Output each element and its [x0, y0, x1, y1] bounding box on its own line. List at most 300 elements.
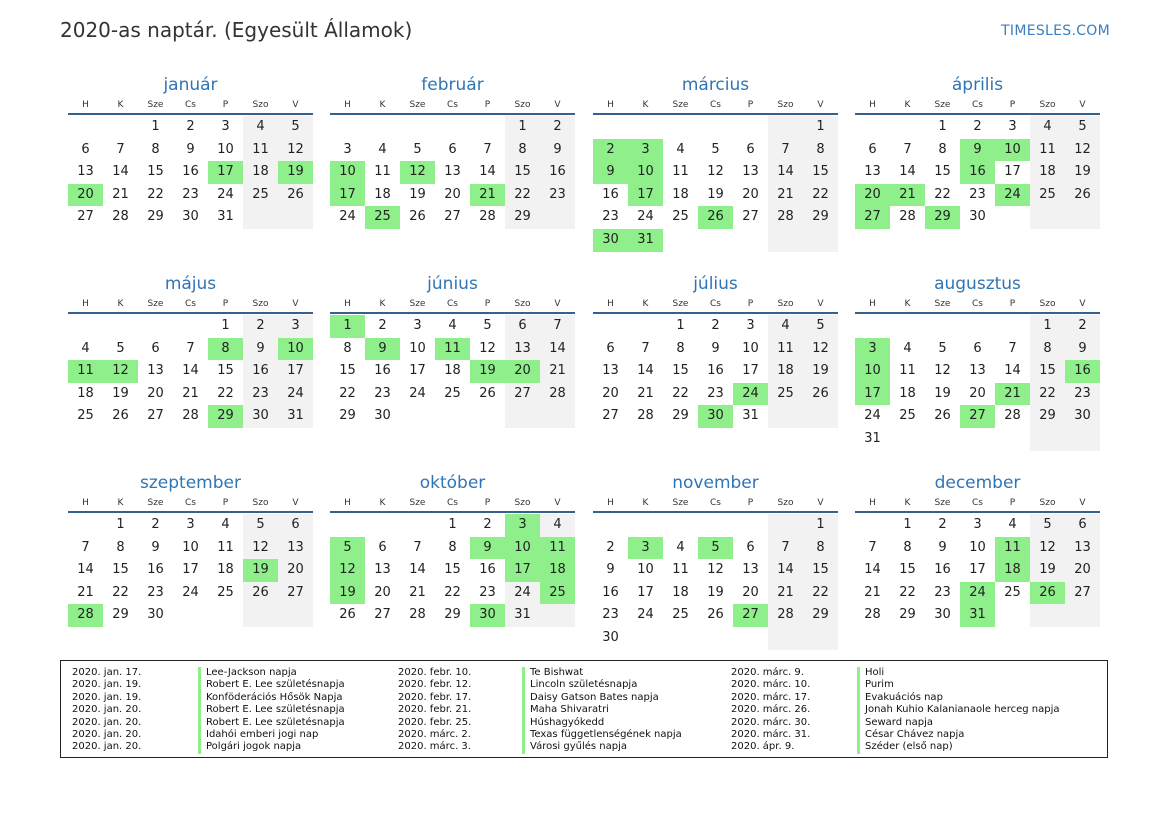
- weekday-label: Cs: [447, 299, 458, 309]
- day-cell: 24: [182, 584, 199, 600]
- empty-cell: [68, 315, 103, 338]
- weekday-label: K: [379, 100, 386, 110]
- empty-cell: [733, 627, 768, 650]
- day-cell: 3: [278, 315, 313, 338]
- day-cell: 6: [378, 539, 387, 555]
- day-cell: 11: [899, 363, 916, 379]
- day-cell: 27: [278, 582, 313, 605]
- day-cell: 4: [768, 315, 803, 338]
- holiday-day-cell: 10: [855, 360, 890, 383]
- day-cell: 10: [969, 539, 986, 555]
- day-cell: 19: [707, 584, 724, 600]
- holiday-day-cell: 30: [698, 405, 733, 428]
- day-cell: 12: [243, 537, 278, 560]
- weekday-label: Cs: [185, 100, 196, 110]
- day-cell: 17: [637, 584, 654, 600]
- weekday-label: K: [117, 100, 124, 110]
- day-cell: 1: [676, 318, 685, 333]
- day-cell: 5: [1030, 514, 1065, 537]
- day-cell: 26: [278, 184, 313, 207]
- holiday-day-cell: 24: [995, 184, 1030, 207]
- day-cell: 28: [768, 206, 803, 229]
- day-cell: 6: [746, 539, 755, 555]
- day-cell: 16: [934, 562, 951, 578]
- weekday-label: Cs: [972, 498, 983, 508]
- empty-cell: [698, 514, 733, 537]
- empty-cell: [593, 514, 628, 537]
- empty-cell: [768, 229, 803, 252]
- holiday-day-cell: 3: [855, 338, 890, 361]
- day-cell: 5: [803, 315, 838, 338]
- holiday-day-cell: 9: [960, 139, 995, 162]
- weekday-label: V: [292, 100, 299, 110]
- day-cell: 25: [672, 209, 689, 225]
- day-cell: 24: [864, 408, 881, 424]
- weekday-label: Szo: [252, 100, 269, 110]
- day-grid: [593, 116, 838, 252]
- day-cell: 23: [147, 584, 164, 600]
- empty-cell: [663, 627, 698, 650]
- day-cell: 18: [1030, 161, 1065, 184]
- day-cell: 24: [409, 385, 426, 401]
- weekday-label: V: [1079, 299, 1086, 309]
- day-cell: 14: [1004, 363, 1021, 379]
- day-grid: [68, 514, 313, 627]
- day-cell: 2: [151, 517, 160, 532]
- weekday-label: Cs: [710, 498, 721, 508]
- page-title: 2020-as naptár. (Egyesült Államok): [60, 18, 413, 42]
- day-cell: 18: [899, 385, 916, 401]
- empty-cell: [890, 315, 925, 338]
- day-cell: 10: [637, 562, 654, 578]
- day-cell: 1: [221, 318, 230, 333]
- day-grid: [330, 315, 575, 428]
- holiday-day-cell: 5: [698, 537, 733, 560]
- holiday-date: 2020. jan. 20.: [72, 741, 142, 753]
- holiday-date: 2020. jan. 20.: [72, 728, 142, 740]
- day-cell: 25: [899, 408, 916, 424]
- weekday-label: Sze: [409, 100, 426, 110]
- empty-cell: [960, 315, 995, 338]
- day-cell: 17: [969, 562, 986, 578]
- empty-cell: [173, 604, 208, 627]
- holiday-name: Lincoln születésnapja: [522, 679, 682, 691]
- day-cell: 6: [505, 315, 540, 338]
- day-cell: 26: [339, 607, 356, 623]
- day-cell: 29: [1030, 405, 1065, 428]
- empty-cell: [540, 604, 575, 627]
- day-cell: 7: [903, 141, 912, 157]
- weekday-label: K: [904, 299, 911, 309]
- month-name: június: [427, 274, 478, 294]
- day-cell: 20: [1065, 559, 1100, 582]
- day-cell: 30: [969, 209, 986, 225]
- day-cell: 6: [151, 340, 160, 356]
- day-cell: 20: [278, 559, 313, 582]
- day-cell: 11: [768, 338, 803, 361]
- day-cell: 6: [81, 141, 90, 157]
- day-cell: 3: [1008, 119, 1017, 134]
- holiday-day-cell: 30: [593, 229, 628, 252]
- weekday-label: Szo: [252, 299, 269, 309]
- day-cell: 4: [1008, 517, 1017, 532]
- day-cell: 6: [973, 340, 982, 356]
- day-cell: 8: [1030, 338, 1065, 361]
- day-cell: 21: [768, 184, 803, 207]
- day-cell: 9: [1065, 338, 1100, 361]
- day-cell: 12: [707, 562, 724, 578]
- day-cell: 29: [899, 607, 916, 623]
- day-cell: 9: [151, 539, 160, 555]
- holiday-date: 2020. márc. 17.: [731, 691, 811, 703]
- day-cell: 2: [973, 119, 982, 134]
- day-cell: 4: [540, 514, 575, 537]
- day-cell: 28: [864, 607, 881, 623]
- weekday-label: P: [1009, 100, 1016, 110]
- day-cell: 24: [339, 209, 356, 225]
- day-cell: 13: [742, 562, 759, 578]
- holiday-day-cell: 19: [330, 582, 365, 605]
- month-name: március: [681, 75, 750, 95]
- weekday-label: V: [1079, 100, 1086, 110]
- day-cell: 15: [217, 363, 234, 379]
- day-cell: 7: [540, 315, 575, 338]
- day-cell: 4: [448, 318, 457, 333]
- holiday-name: Purim: [857, 679, 1060, 691]
- day-cell: 18: [768, 360, 803, 383]
- day-cell: 28: [637, 408, 654, 424]
- weekday-label: V: [554, 100, 561, 110]
- month-name: május: [164, 274, 217, 294]
- month-name: július: [693, 274, 738, 294]
- day-cell: 5: [711, 141, 720, 157]
- weekday-label: V: [817, 498, 824, 508]
- day-cell: 22: [1030, 383, 1065, 406]
- day-cell: 24: [278, 383, 313, 406]
- day-cell: 13: [742, 164, 759, 180]
- day-cell: 11: [243, 139, 278, 162]
- day-cell: 31: [742, 408, 759, 424]
- day-cell: 13: [147, 363, 164, 379]
- day-cell: 28: [540, 383, 575, 406]
- empty-cell: [663, 514, 698, 537]
- weekday-header: [855, 495, 1100, 513]
- empty-cell: [243, 206, 278, 229]
- day-cell: 4: [221, 517, 230, 532]
- holiday-date: 2020. márc. 2.: [398, 728, 471, 740]
- day-cell: 21: [864, 584, 881, 600]
- weekday-label: P: [222, 100, 229, 110]
- empty-cell: [628, 514, 663, 537]
- empty-cell: [628, 627, 663, 650]
- day-cell: 7: [768, 537, 803, 560]
- weekday-label: Cs: [185, 498, 196, 508]
- holiday-dates-column: [72, 667, 141, 754]
- day-cell: 13: [602, 363, 619, 379]
- day-cell: 15: [803, 559, 838, 582]
- day-cell: 5: [243, 514, 278, 537]
- day-cell: 28: [112, 209, 129, 225]
- holiday-day-cell: 27: [960, 405, 995, 428]
- weekday-label: H: [344, 299, 351, 309]
- day-cell: 6: [448, 141, 457, 157]
- day-cell: 8: [676, 340, 685, 356]
- empty-cell: [278, 604, 313, 627]
- day-cell: 18: [243, 161, 278, 184]
- day-cell: 26: [934, 408, 951, 424]
- day-cell: 23: [540, 184, 575, 207]
- weekday-label: Cs: [447, 498, 458, 508]
- holiday-day-cell: 17: [505, 559, 540, 582]
- day-cell: 11: [1030, 139, 1065, 162]
- weekday-label: P: [747, 100, 754, 110]
- weekday-header: [593, 97, 838, 115]
- weekday-header: [855, 296, 1100, 314]
- holiday-day-cell: 8: [208, 338, 243, 361]
- day-cell: 13: [374, 562, 391, 578]
- holiday-date: 2020. jan. 20.: [72, 704, 142, 716]
- day-cell: 8: [903, 539, 912, 555]
- empty-cell: [925, 315, 960, 338]
- day-cell: 7: [116, 141, 125, 157]
- holiday-name: César Chávez napja: [857, 729, 1060, 741]
- weekday-label: P: [747, 299, 754, 309]
- day-cell: 6: [746, 141, 755, 157]
- empty-cell: [698, 627, 733, 650]
- weekday-label: Szo: [514, 498, 531, 508]
- day-cell: 7: [413, 539, 422, 555]
- day-cell: 5: [278, 116, 313, 139]
- holiday-name: Széder (első nap): [857, 741, 1060, 753]
- day-cell: 16: [243, 360, 278, 383]
- day-cell: 30: [182, 209, 199, 225]
- month-5: [68, 272, 313, 428]
- day-cell: 28: [899, 209, 916, 225]
- weekday-label: Sze: [147, 299, 164, 309]
- day-cell: 9: [606, 562, 615, 578]
- holiday-date: 2020. márc. 30.: [731, 716, 811, 728]
- holiday-day-cell: 20: [505, 360, 540, 383]
- day-cell: 17: [409, 363, 426, 379]
- day-cell: 16: [479, 562, 496, 578]
- day-cell: 2: [483, 517, 492, 532]
- holiday-day-cell: 17: [628, 184, 663, 207]
- day-grid: [68, 116, 313, 229]
- day-cell: 12: [278, 139, 313, 162]
- day-cell: 26: [243, 582, 278, 605]
- day-cell: 14: [479, 164, 496, 180]
- holiday-day-cell: 25: [540, 582, 575, 605]
- month-name: december: [934, 473, 1021, 493]
- holiday-day-cell: 24: [733, 383, 768, 406]
- holiday-date: 2020. jan. 20.: [72, 716, 142, 728]
- holiday-day-cell: 30: [470, 604, 505, 627]
- holiday-date: 2020. febr. 25.: [398, 716, 472, 728]
- weekday-label: K: [904, 100, 911, 110]
- day-cell: 3: [973, 517, 982, 532]
- empty-cell: [855, 315, 890, 338]
- weekday-label: H: [82, 498, 89, 508]
- day-grid: [855, 514, 1100, 627]
- holiday-day-cell: 10: [995, 139, 1030, 162]
- empty-cell: [208, 604, 243, 627]
- holiday-day-cell: 26: [698, 206, 733, 229]
- day-cell: 22: [505, 184, 540, 207]
- day-cell: 1: [1030, 315, 1065, 338]
- holiday-day-cell: 9: [470, 537, 505, 560]
- day-grid: [855, 315, 1100, 451]
- holiday-date: 2020. febr. 21.: [398, 704, 472, 716]
- day-cell: 12: [934, 363, 951, 379]
- day-cell: 16: [182, 164, 199, 180]
- empty-cell: [663, 229, 698, 252]
- empty-cell: [470, 116, 505, 139]
- day-cell: 14: [864, 562, 881, 578]
- day-cell: 6: [868, 141, 877, 157]
- empty-cell: [68, 514, 103, 537]
- weekday-header: [68, 495, 313, 513]
- day-cell: 20: [444, 186, 461, 202]
- month-name: február: [421, 75, 484, 95]
- day-cell: 22: [339, 385, 356, 401]
- weekday-header: [330, 495, 575, 513]
- holiday-date: 2020. jan. 19.: [72, 691, 142, 703]
- day-cell: 19: [409, 186, 426, 202]
- empty-cell: [768, 627, 803, 650]
- day-cell: 21: [182, 385, 199, 401]
- holiday-name: Jonah Kuhio Kalanianaole herceg napja: [857, 704, 1060, 716]
- day-grid: [330, 116, 575, 229]
- day-cell: 10: [409, 340, 426, 356]
- empty-cell: [855, 116, 890, 139]
- day-grid: [593, 514, 838, 650]
- day-cell: 6: [1065, 514, 1100, 537]
- weekday-label: Szo: [777, 299, 794, 309]
- weekday-label: Szo: [777, 498, 794, 508]
- weekday-label: Sze: [672, 100, 689, 110]
- day-cell: 29: [803, 206, 838, 229]
- day-cell: 23: [969, 186, 986, 202]
- empty-cell: [243, 604, 278, 627]
- holiday-day-cell: 26: [1030, 582, 1065, 605]
- day-cell: 15: [1030, 360, 1065, 383]
- weekday-label: V: [1079, 498, 1086, 508]
- empty-cell: [995, 428, 1030, 451]
- day-cell: 18: [374, 186, 391, 202]
- day-cell: 28: [182, 408, 199, 424]
- day-cell: 15: [147, 164, 164, 180]
- weekday-label: H: [869, 299, 876, 309]
- day-cell: 31: [864, 430, 881, 446]
- day-cell: 12: [803, 338, 838, 361]
- day-cell: 10: [742, 340, 759, 356]
- month-name: október: [419, 473, 486, 493]
- day-cell: 7: [641, 340, 650, 356]
- holiday-name: Evakuációs nap: [857, 692, 1060, 704]
- weekday-label: Cs: [710, 299, 721, 309]
- day-cell: 30: [147, 607, 164, 623]
- day-cell: 13: [444, 164, 461, 180]
- weekday-label: V: [292, 299, 299, 309]
- day-cell: 4: [676, 539, 685, 555]
- weekday-label: K: [379, 498, 386, 508]
- empty-cell: [540, 405, 575, 428]
- day-cell: 22: [803, 582, 838, 605]
- weekday-label: P: [1009, 498, 1016, 508]
- day-cell: 28: [409, 607, 426, 623]
- empty-cell: [698, 229, 733, 252]
- weekday-label: Sze: [934, 299, 951, 309]
- holiday-day-cell: 12: [400, 161, 435, 184]
- empty-cell: [505, 405, 540, 428]
- empty-cell: [803, 229, 838, 252]
- day-cell: 25: [768, 383, 803, 406]
- day-cell: 22: [803, 184, 838, 207]
- weekday-header: [855, 97, 1100, 115]
- day-cell: 21: [540, 360, 575, 383]
- day-cell: 1: [803, 514, 838, 537]
- day-cell: 2: [711, 318, 720, 333]
- day-cell: 13: [864, 164, 881, 180]
- day-cell: 14: [540, 338, 575, 361]
- day-cell: 22: [934, 186, 951, 202]
- weekday-header: [68, 296, 313, 314]
- brand-link[interactable]: TIMESLES.COM: [1001, 23, 1110, 39]
- day-cell: 12: [1065, 139, 1100, 162]
- day-cell: 21: [112, 186, 129, 202]
- holiday-name: Texas függetlenségének napja: [522, 729, 682, 741]
- day-cell: 5: [938, 340, 947, 356]
- day-cell: 20: [147, 385, 164, 401]
- empty-cell: [435, 405, 470, 428]
- day-cell: 24: [505, 582, 540, 605]
- weekday-label: Cs: [972, 100, 983, 110]
- day-cell: 5: [1065, 116, 1100, 139]
- day-cell: 1: [938, 119, 947, 134]
- day-cell: 29: [147, 209, 164, 225]
- day-cell: 10: [182, 539, 199, 555]
- day-cell: 3: [221, 119, 230, 134]
- day-cell: 16: [540, 161, 575, 184]
- day-cell: 13: [969, 363, 986, 379]
- day-cell: 14: [112, 164, 129, 180]
- day-cell: 30: [243, 405, 278, 428]
- weekday-label: H: [607, 100, 614, 110]
- day-cell: 9: [711, 340, 720, 356]
- day-cell: 30: [1065, 405, 1100, 428]
- empty-cell: [663, 116, 698, 139]
- holiday-day-cell: 11: [435, 338, 470, 361]
- holiday-day-cell: 9: [593, 161, 628, 184]
- day-cell: 7: [768, 139, 803, 162]
- weekday-label: Szo: [1039, 299, 1056, 309]
- month-name: november: [672, 473, 759, 493]
- holiday-date: 2020. márc. 9.: [731, 667, 804, 678]
- day-cell: 2: [1065, 315, 1100, 338]
- day-cell: 7: [868, 539, 877, 555]
- holiday-day-cell: 19: [243, 559, 278, 582]
- holiday-date: 2020. márc. 10.: [731, 679, 811, 691]
- day-cell: 3: [343, 141, 352, 157]
- day-cell: 12: [1030, 537, 1065, 560]
- day-cell: 15: [339, 363, 356, 379]
- day-cell: 16: [602, 584, 619, 600]
- month-2: [330, 73, 575, 229]
- day-cell: 27: [77, 209, 94, 225]
- holiday-day-cell: 27: [733, 604, 768, 627]
- weekday-label: K: [117, 498, 124, 508]
- day-cell: 31: [278, 405, 313, 428]
